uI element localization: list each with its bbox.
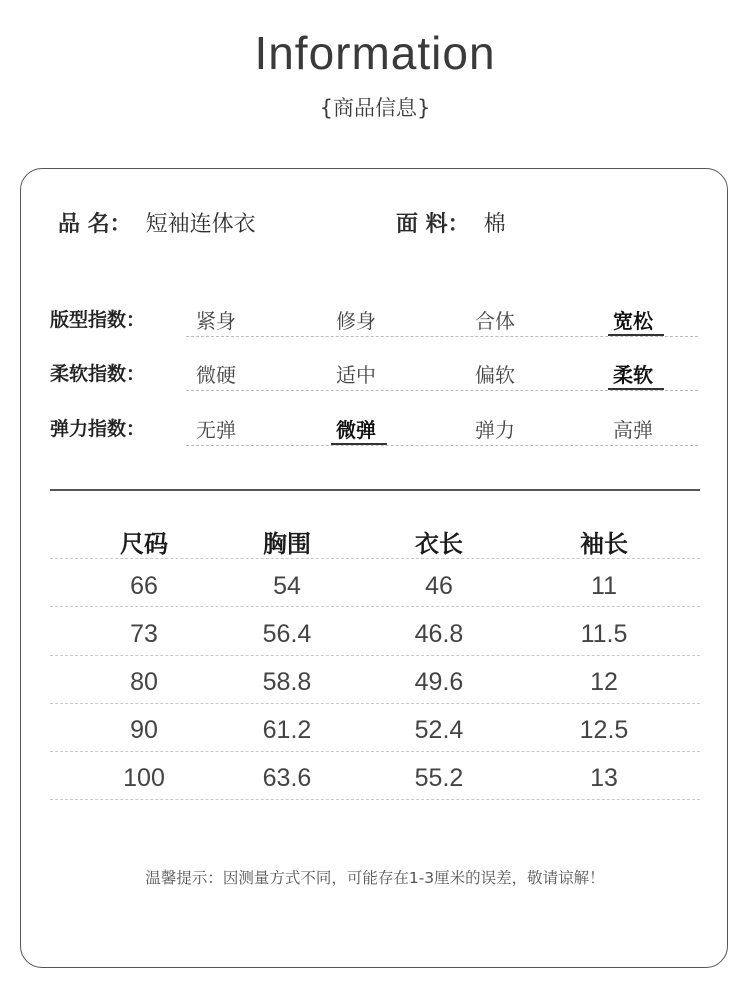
fabric-row — [396, 207, 506, 238]
fit-option: 修身 — [336, 309, 376, 333]
measurement-note: 温馨提示：因测量方式不同，可能存在1-3厘米的误差，敬请谅解！ — [145, 869, 605, 887]
table-cell: 56.4 — [262, 620, 312, 648]
table-cell: 55.2 — [414, 764, 464, 792]
product-name-value: 短袖连体衣 — [145, 212, 256, 237]
fabric-value: 棉 — [483, 212, 506, 237]
table-cell: 90 — [130, 716, 158, 744]
product-name-label: 品 名： — [58, 212, 132, 237]
table-header: 衣长 — [415, 530, 463, 558]
fit-option-selected: 宽松 — [613, 309, 653, 333]
table-cell: 12 — [590, 668, 618, 696]
section-divider — [50, 489, 700, 491]
table-divider — [50, 751, 700, 752]
table-divider — [50, 558, 700, 559]
fabric-label: 面 料： — [396, 212, 470, 237]
product-name-row — [58, 207, 256, 238]
table-cell: 52.4 — [414, 716, 464, 744]
page-title: Information — [254, 27, 496, 79]
softness-option: 适中 — [336, 363, 376, 387]
softness-option-selected: 柔软 — [613, 363, 653, 387]
page-subtitle: {商品信息} — [319, 96, 431, 120]
table-cell: 12.5 — [579, 716, 629, 744]
table-cell: 49.6 — [414, 668, 464, 696]
elasticity-option: 高弹 — [613, 418, 653, 442]
softness-index-label: 柔软指数： — [50, 363, 146, 385]
table-cell: 54 — [273, 572, 301, 600]
elasticity-option: 无弹 — [196, 418, 236, 442]
table-cell: 58.8 — [262, 668, 312, 696]
table-header: 袖长 — [580, 530, 628, 558]
row-divider — [186, 445, 698, 446]
table-cell: 73 — [130, 620, 158, 648]
fit-option: 合体 — [475, 309, 515, 333]
table-cell: 46.8 — [414, 620, 464, 648]
table-cell: 100 — [123, 764, 165, 792]
elasticity-option-selected: 微弹 — [336, 418, 376, 442]
table-cell: 11.5 — [580, 620, 628, 648]
elasticity-index-label: 弹力指数： — [50, 418, 146, 440]
table-header: 尺码 — [120, 530, 168, 558]
elasticity-option: 弹力 — [475, 418, 515, 442]
table-divider — [50, 799, 700, 800]
table-cell: 61.2 — [262, 716, 312, 744]
table-cell: 46 — [425, 572, 453, 600]
table-cell: 80 — [130, 668, 158, 696]
table-cell: 11 — [591, 572, 617, 600]
fit-index-label: 版型指数： — [50, 309, 146, 331]
table-divider — [50, 606, 700, 607]
table-header: 胸围 — [263, 530, 311, 558]
fit-option: 紧身 — [196, 309, 236, 333]
softness-option: 微硬 — [196, 363, 236, 387]
row-divider — [186, 336, 698, 337]
table-divider — [50, 655, 700, 656]
info-card — [20, 168, 728, 968]
softness-option: 偏软 — [475, 363, 515, 387]
table-cell: 66 — [130, 572, 158, 600]
table-cell: 13 — [590, 764, 618, 792]
table-divider — [50, 703, 700, 704]
table-cell: 63.6 — [262, 764, 312, 792]
row-divider — [186, 390, 698, 391]
